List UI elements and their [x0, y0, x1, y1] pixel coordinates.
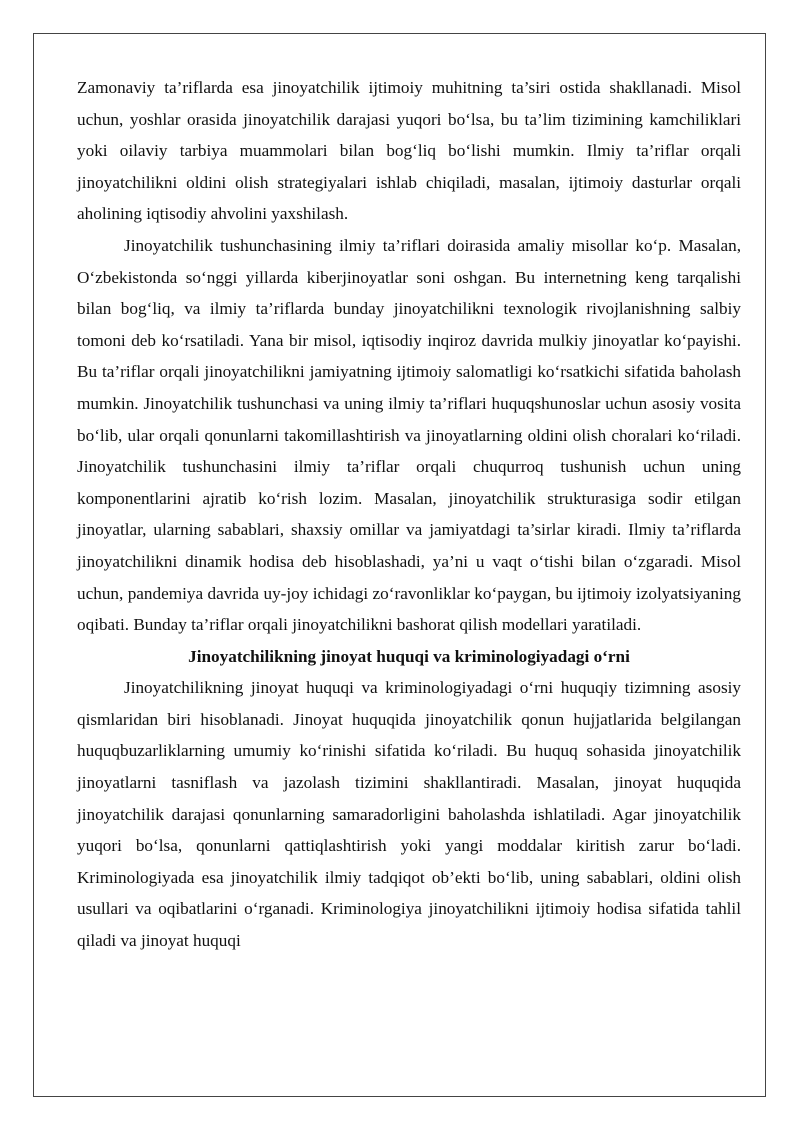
- paragraph-1: Zamonaviy ta’riflarda esa jinoyatchilik ijtimoiy muhitning ta’siri ostida shakllanadi. Misol uchun, yoshlar orasida jinoyatchilik darajasi yuqori bo‘lsa, bu ta’lim tizimining kamchiliklari yoki oilaviy tarbiya muammolari bilan bog‘liq bo‘lishi mumkin. Ilmiy ta’riflar orqali jinoyatchilikni oldini olish strategiyalari ishlab chiqiladi, masalan, ijtimoiy dasturlar orqali aholining iqtisodiy ahvolini yaxshilash.: [77, 78, 741, 224]
- section-heading: Jinoyatchilikning jinoyat huquqi va kriminologiyadagi o‘rni: [188, 646, 630, 666]
- document-body: [77, 72, 741, 957]
- paragraph-2: Jinoyatchilik tushunchasining ilmiy ta’riflari doirasida amaliy misollar ko‘p. Masalan, O‘zbekistonda so‘nggi yillarda kiberjinoyatlar soni oshgan. Bu internetning keng tarqalishi bilan bog‘liq, va ilmiy ta’riflarda bunday jinoyatchilikni texnologik rivojlanishning salbiy tomoni deb ko‘rsatiladi. Yana bir misol, iqtisodiy inqiroz davrida mulkiy jinoyatlar ko‘payishi. Bu ta’riflar orqali jinoyatchilikni jamiyatning ijtimoiy salomatligi ko‘rsatkichi sifatida baholash mumkin. Jinoyatchilik tushunchasi va uning ilmiy ta’riflari huquqshunoslar uchun asosiy vosita bo‘lib, ular orqali qonunlarni takomillashtirish va jinoyatlarning oldini olish choralari ko‘riladi. Jinoyatchilik tushunchasini ilmiy ta’riflar orqali chuqurroq tushunish uchun uning komponentlarini ajratib ko‘rish lozim. Masalan, jinoyatchilik strukturasiga sodir etilgan jinoyatlar, ularning sabablari, shaxsiy omillar va jamiyatdagi ta’sirlar kiradi. Ilmiy ta’riflarda jinoyatchilikni dinamik hodisa deb hisoblashadi, ya’ni u vaqt o‘tishi bilan o‘zgaradi. Misol uchun, pandemiya davrida uy-joy ichidagi zo‘ravonliklar ko‘paygan, bu ijtimoiy izolyatsiyaning oqibati. Bunday ta’riflar orqali jinoyatchilikni bashorat qilish modellari yaratiladi.: [77, 235, 741, 635]
- paragraph-3: Jinoyatchilikning jinoyat huquqi va kriminologiyadagi o‘rni huquqiy tizimning asosiy qismlaridan biri hisoblanadi. Jinoyat huquqida jinoyatchilik qonun hujjatlarida belgilangan huquqbuzarliklarning umumiy ko‘rinishi sifatida ko‘riladi. Bu huquq sohasida jinoyatchilik jinoyatlarni tasniflash va jazolash tizimini shakllantiradi. Masalan, jinoyat huquqida jinoyatchilik darajasi qonunlarning samaradorligini baholashda ishlatiladi. Agar jinoyatchilik yuqori bo‘lsa, qonunlarni qattiqlashtirish yoki yangi moddalar kiritish zarur bo‘ladi. Kriminologiyada esa jinoyatchilik ilmiy tadqiqot ob’ekti bo‘lib, uning sabablari, oldini olish usullari va oqibatlarini o‘rganadi. Kriminologiya jinoyatchilikni ijtimoiy hodisa sifatida tahlil qiladi va jinoyat huquqi: [77, 678, 741, 951]
